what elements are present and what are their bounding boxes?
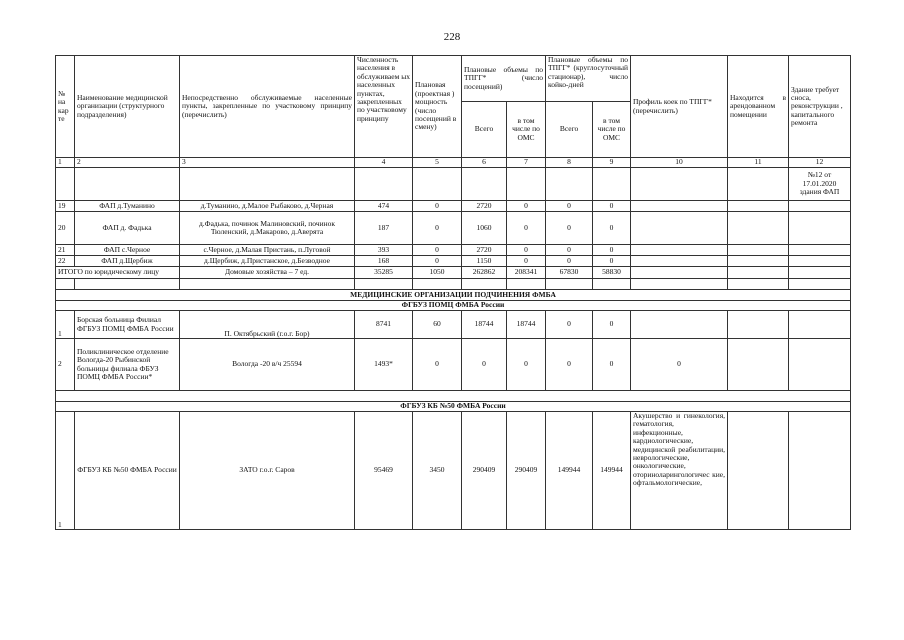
header-col10: Профиль коек по ТПГГ* (перечислить) — [631, 56, 728, 158]
row-number: 20 — [56, 212, 75, 245]
population: 393 — [355, 245, 413, 256]
bed-days-oms: 0 — [593, 212, 631, 245]
colnum-12: 12 — [789, 158, 851, 168]
total-capacity: 1050 — [413, 267, 462, 279]
total-row — [56, 267, 851, 279]
population: 474 — [355, 201, 413, 212]
colnum-11: 11 — [728, 158, 789, 168]
colnum-4: 4 — [355, 158, 413, 168]
table-row — [56, 212, 851, 245]
population: 95469 — [355, 412, 413, 530]
table-row — [56, 201, 851, 212]
facility-name: ФАП с.Черное — [75, 245, 180, 256]
total-visits: 262862 — [462, 267, 507, 279]
colnum-8: 8 — [546, 158, 593, 168]
bed-days-oms: 0 — [593, 201, 631, 212]
bed-profile: Акушерство и гинекология, гематология, инфекционные, кардиологические, медицинской реабилитации, неврологические, онкологические, оториноларингологичес кие, офтальмологические, — [631, 412, 728, 530]
header-col11: Находится в арендованном помещении — [728, 56, 789, 158]
page-number: 228 — [443, 31, 461, 43]
bed-days-total: 0 — [546, 212, 593, 245]
capacity: 0 — [413, 212, 462, 245]
facility-name: ФАП д.Щербиж — [75, 256, 180, 267]
bed-days-total: 0 — [546, 245, 593, 256]
section-heading-fmba: МЕДИЦИНСКИЕ ОРГАНИЗАЦИИ ПОДЧИНЕНИЯ ФМБА — [56, 290, 851, 301]
note-row — [56, 168, 851, 201]
capacity: 0 — [413, 339, 462, 391]
row-number: 2 — [56, 339, 75, 391]
visits-total: 2720 — [462, 201, 507, 212]
settlements: д.Щербиж, д.Пристанское, д.Безводное — [180, 256, 355, 267]
empty-row — [56, 279, 851, 290]
colnum-7: 7 — [507, 158, 546, 168]
row-number: 1 — [56, 311, 75, 339]
colnum-2: 2 — [75, 158, 180, 168]
facility-name: ФАП д. Фадька — [75, 212, 180, 245]
table-row — [56, 311, 851, 339]
population: 187 — [355, 212, 413, 245]
facility-name: ФГБУЗ КБ №50 ФМБА России — [75, 412, 180, 530]
visits-total: 0 — [462, 339, 507, 391]
bed-days-oms: 0 — [593, 245, 631, 256]
colnum-1: 1 — [56, 158, 75, 168]
row-number: 1 — [56, 412, 75, 530]
population: 8741 — [355, 311, 413, 339]
facility-name: Борская больница Филиал ФГБУЗ ПОМЦ ФМБА России — [75, 311, 180, 339]
section-heading-kb50: ФГБУЗ КБ №50 ФМБА России — [56, 402, 851, 412]
colnum-5: 5 — [413, 158, 462, 168]
settlements: ЗАТО г.о.г. Саров — [180, 412, 355, 530]
bed-days-oms: 0 — [593, 256, 631, 267]
population: 1493* — [355, 339, 413, 391]
visits-oms: 0 — [507, 256, 546, 267]
header-col8: Всего — [546, 102, 593, 158]
bed-days-total: 0 — [546, 256, 593, 267]
header-col6: Всего — [462, 102, 507, 158]
visits-oms: 0 — [507, 212, 546, 245]
capacity: 60 — [413, 311, 462, 339]
visits-total: 18744 — [462, 311, 507, 339]
header-col89: Плановые объемы по ТПГГ* (круглосуточный стационар), число койко-дней — [546, 56, 631, 102]
header-col4: Численность населения в обслуживаем ых населенных пунктах, закрепленных по участковому принципу — [355, 56, 413, 158]
total-visits-oms: 208341 — [507, 267, 546, 279]
facilities-table — [55, 55, 851, 530]
row-number: 22 — [56, 256, 75, 267]
colnum-9: 9 — [593, 158, 631, 168]
section-heading-pomc: ФГБУЗ ПОМЦ ФМБА России — [56, 301, 851, 311]
bed-days-total: 149944 — [546, 412, 593, 530]
empty-row — [56, 391, 851, 402]
table-row — [56, 339, 851, 391]
header-col3: Непосредственно обслуживаемые населенные пункты, закрепленные по участковому принципу (перечислить) — [180, 56, 355, 158]
settlements: П. Октябрьский (г.о.г. Бор) — [180, 311, 355, 339]
capacity: 0 — [413, 245, 462, 256]
facility-name: Поликлиническое отделение Вологда-20 Рыбинской больницы филиала ФБУЗ ПОМЦ ФМБА России* — [75, 339, 180, 391]
colnum-3: 3 — [180, 158, 355, 168]
colnum-10: 10 — [631, 158, 728, 168]
bed-days-total: 0 — [546, 339, 593, 391]
visits-total: 290409 — [462, 412, 507, 530]
capacity: 3450 — [413, 412, 462, 530]
population: 168 — [355, 256, 413, 267]
bed-profile: 0 — [631, 339, 728, 391]
column-number-row — [56, 158, 851, 168]
capacity: 0 — [413, 256, 462, 267]
total-population: 35285 — [355, 267, 413, 279]
settlements: с.Черное, д.Малая Пристань, п.Луговой — [180, 245, 355, 256]
header-col2: Наименование медицинской организации (структурного подразделения) — [75, 56, 180, 158]
visits-total: 2720 — [462, 245, 507, 256]
visits-total: 1060 — [462, 212, 507, 245]
header-col67: Плановые объемы по ТПГГ* (число посещений) — [462, 56, 546, 102]
table-row — [56, 412, 851, 530]
header-col7: в том числе по ОМС — [507, 102, 546, 158]
note-building: №12 от 17.01.2020 здания ФАП — [789, 168, 851, 201]
settlements: Вологда -20 в/ч 25594 — [180, 339, 355, 391]
capacity: 0 — [413, 201, 462, 212]
header-col5: Плановая (проектная ) мощность (число посещений в смену) — [413, 56, 462, 158]
bed-days-total: 0 — [546, 311, 593, 339]
table-row — [56, 245, 851, 256]
facility-name: ФАП д.Туманино — [75, 201, 180, 212]
colnum-6: 6 — [462, 158, 507, 168]
total-bed-days-oms: 58830 — [593, 267, 631, 279]
header-col12: Здание требует сноса, реконструкции , капитального ремонта — [789, 56, 851, 158]
bed-profile — [631, 311, 728, 339]
visits-oms: 290409 — [507, 412, 546, 530]
header-col1: № на кар те — [56, 56, 75, 158]
visits-oms: 0 — [507, 245, 546, 256]
total-households: Домовые хозяйства – 7 ед. — [180, 267, 355, 279]
visits-oms: 18744 — [507, 311, 546, 339]
row-number: 21 — [56, 245, 75, 256]
total-bed-days: 67830 — [546, 267, 593, 279]
bed-days-oms: 0 — [593, 339, 631, 391]
header-col9: в том числе по ОМС — [593, 102, 631, 158]
row-number: 19 — [56, 201, 75, 212]
settlements: д.Туманино, д.Малое Рыбаково, д.Черная — [180, 201, 355, 212]
bed-days-oms: 149944 — [593, 412, 631, 530]
bed-days-total: 0 — [546, 201, 593, 212]
table-row — [56, 256, 851, 267]
total-label: ИТОГО по юридическому лицу — [56, 267, 180, 279]
visits-oms: 0 — [507, 339, 546, 391]
bed-days-oms: 0 — [593, 311, 631, 339]
visits-oms: 0 — [507, 201, 546, 212]
settlements: д.Фадька, починок Малиновский, починок Тюленский, д.Макарово, д.Аверята — [180, 212, 355, 245]
visits-total: 1150 — [462, 256, 507, 267]
